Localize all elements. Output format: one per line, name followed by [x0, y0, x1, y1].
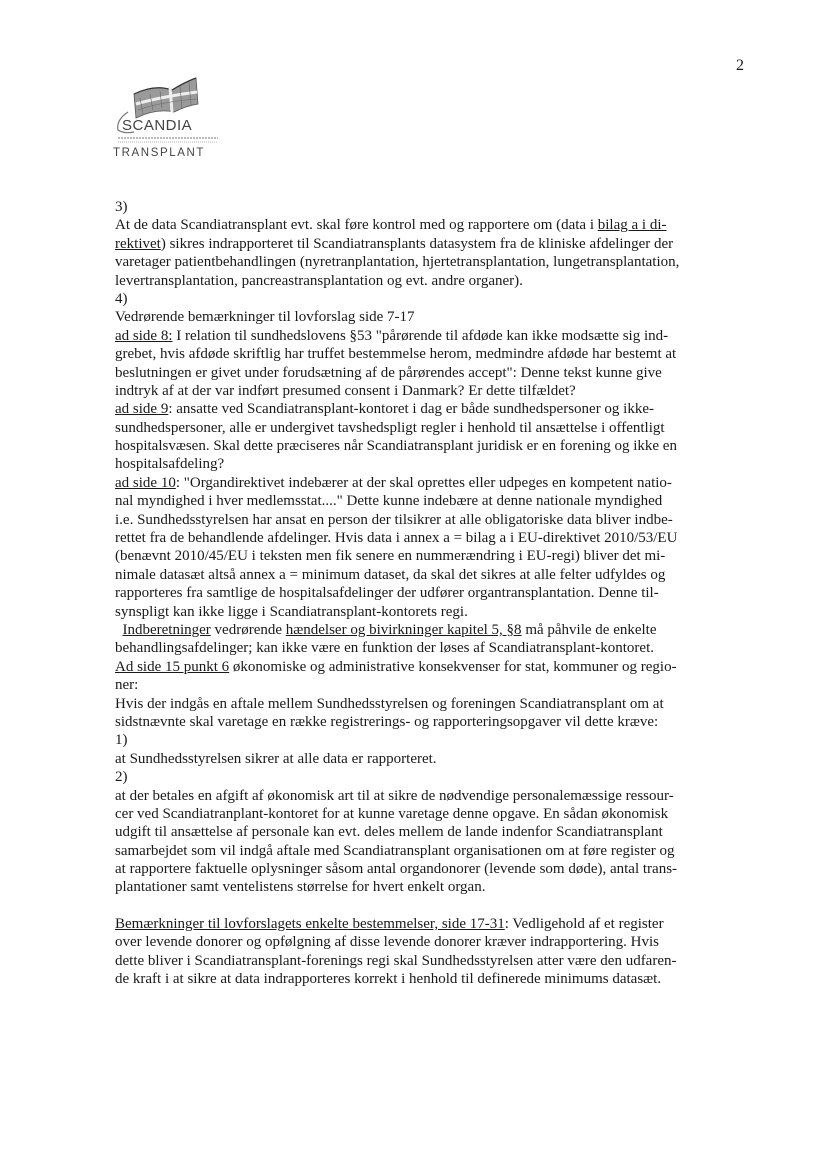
text-line: [115, 455, 745, 473]
text-span: rapporteres fra samtlige de hospitalsafdelinger der udfører organtransplantation. Denne til-: [115, 585, 659, 602]
text-line: [115, 511, 745, 529]
text-line: [115, 860, 745, 878]
text-span: at Sundhedsstyrelsen sikrer at alle data er rapporteret.: [115, 750, 437, 767]
text-line: [115, 253, 745, 271]
text-span: hospitalsafdeling?: [115, 456, 225, 473]
text-span: varetager patientbehandlingen (nyretranplantation, hjertetransplantation, lungetransplantation,: [115, 254, 680, 271]
text-line: [115, 933, 745, 951]
logo-subtitle: TRANSPLANT: [113, 147, 206, 159]
text-span: : Vedligehold af et register: [504, 915, 664, 932]
text-span: rettet fra de behandlende afdelinger. Hvis data i annex a = bilag a i EU-direktivet 2010/53/EU: [115, 530, 678, 547]
text-line: [115, 216, 745, 234]
text-span: behandlingsafdelinger; kan ikke være en funktion der løses af Scandiatransplant-kontoret.: [115, 640, 655, 657]
text-span: i.e. Sundhedsstyrelsen har ansat en person der tilsikrer at alle obligatoriske data bliver indbe-: [115, 511, 673, 528]
underlined-reference: bilag a i di-: [597, 217, 667, 234]
text-span: cer ved Scandiatranplant-kontoret for at kunne varetage denne opgave. En sådan økonomisk: [115, 805, 669, 822]
text-span: Vedrørende bemærkninger til lovforslag side 7-17: [115, 309, 415, 326]
page-number: 2: [736, 57, 744, 74]
text-span: (benævnt 2010/45/EU i teksten men fik senere en nummerændring i EU-regi) bliver det mi-: [115, 548, 666, 565]
text-span: over levende donorer og opfølgning af disse levende donorer kræver indrapportering. Hvis: [115, 934, 660, 951]
text-line: [115, 529, 745, 547]
text-line: [115, 970, 745, 988]
text-line: [115, 566, 745, 584]
text-span: : "Organdirektivet indebærer at der skal oprettes eller udpeges en kompetent natio-: [175, 474, 672, 491]
text-line: [115, 308, 745, 326]
text-span: må påhvile de enkelte: [521, 621, 657, 638]
text-line: [115, 695, 745, 713]
text-line: [115, 731, 745, 749]
text-span: nimale datasæt altså annex a = minimum dataset, da skal det sikres at alle felter udfyldes og: [115, 566, 666, 583]
text-line: [115, 842, 745, 860]
text-line: [115, 400, 745, 418]
text-span: vedrørende: [210, 621, 286, 638]
text-line: [115, 878, 745, 896]
text-span: ) sikres indrapporteret til Scandiatransplants datasystem fra de kliniske afdelinger der: [160, 235, 674, 252]
text-span: plantationer samt ventelistens størrelse for hvert enkelt organ.: [115, 879, 486, 896]
document-body: [115, 198, 745, 988]
text-line: [115, 382, 745, 400]
text-span: udgift til ansættelse af personale kan evt. deles mellem de lande indenfor Scandiatransplant: [115, 824, 663, 841]
text-span: dette bliver i Scandiatransplant-forenings regi skal Sundhedsstyrelsen atter være den udfaren-: [115, 952, 677, 969]
logo-rule: [118, 136, 218, 144]
text-span: [115, 622, 123, 638]
text-span: 2): [115, 769, 128, 786]
text-span: ner:: [115, 677, 139, 694]
underlined-reference: ad side 10: [115, 474, 176, 491]
text-span: sidstnævnte skal varetage en række registrerings- og rapporteringsopgaver vil dette kræve:: [115, 713, 659, 730]
text-span: sundhedspersoner, alle er undergivet tavshedspligt regler i henhold til ansættelse i offentligt: [115, 419, 665, 436]
text-line: [115, 823, 745, 841]
paragraph-gap: [115, 897, 745, 915]
text-line: [115, 915, 745, 933]
text-line: [115, 327, 745, 345]
logo-name: SCANDIA: [122, 117, 193, 134]
text-line: [115, 437, 745, 455]
underlined-reference: ad side 8:: [115, 327, 173, 344]
text-line: [115, 198, 745, 216]
text-span: 3): [115, 199, 128, 215]
text-line: [115, 235, 745, 253]
text-span: beslutningen er givet under forudsætning af de pårørendes accept": Denne tekst kunne give: [115, 364, 662, 381]
text-span: indtryk af at der var indført presumed consent i Danmark? Er dette tilfældet?: [115, 382, 576, 399]
text-span: Hvis der indgås en aftale mellem Sundhedsstyrelsen og foreningen Scandiatransplant om at: [115, 695, 664, 712]
text-line: [115, 805, 745, 823]
scandiatransplant-logo: [110, 74, 222, 164]
text-span: : ansatte ved Scandiatransplant-kontoret i dag er både sundhedspersoner og ikke-: [168, 401, 655, 418]
text-line: [115, 952, 745, 970]
text-line: [115, 750, 745, 768]
underlined-reference: rektivet: [115, 235, 161, 252]
text-span: synspligt kan ikke ligge i Scandiatransplant-kontorets regi.: [115, 603, 468, 620]
text-line: [115, 713, 745, 731]
text-span: økonomiske og administrative konsekvenser for stat, kommuner og regio-: [229, 658, 677, 675]
underlined-reference: Ad side 15 punkt 6: [115, 658, 230, 675]
text-span: levertransplantation, pancreastransplantation og evt. andre organer).: [115, 272, 523, 289]
underlined-reference: hændelser og bivirkninger kapitel 5, §8: [285, 621, 522, 638]
text-line: [115, 272, 745, 290]
text-line: [115, 584, 745, 602]
text-line: [115, 787, 745, 805]
text-span: At de data Scandiatransplant evt. skal føre kontrol med og rapportere om (data i: [115, 217, 598, 234]
text-span: grebet, hvis afdøde skriftlig har truffet bestemmelse herom, medmindre afdøde har bestemt at: [115, 346, 677, 363]
text-line: [115, 621, 745, 639]
text-line: [115, 474, 745, 492]
text-span: nal myndighed i hver medlemsstat...." Dette kunne indebære at denne nationale myndighed: [115, 493, 663, 510]
text-line: [115, 492, 745, 510]
underlined-reference: Indberetninger: [122, 621, 211, 638]
text-span: at der betales en afgift af økonomisk art til at sikre de nødvendige personalemæssige ressour-: [115, 787, 674, 804]
text-line: [115, 676, 745, 694]
text-line: [115, 768, 745, 786]
underlined-reference: ad side 9: [115, 401, 169, 418]
text-line: [115, 639, 745, 657]
text-line: [115, 345, 745, 363]
underlined-reference: Bemærkninger til lovforslagets enkelte bestemmelser, side 17-31: [115, 915, 505, 932]
text-span: 4): [115, 290, 128, 307]
text-span: hospitalsvæsen. Skal dette præciseres når Scandiatransplant juridisk er en forening og ikke en: [115, 438, 677, 455]
text-span: samarbejdet som vil indgå aftale med Scandiatransplant organisationen om at føre register og: [115, 842, 675, 859]
text-line: [115, 290, 745, 308]
text-span: 1): [115, 732, 128, 749]
text-span: I relation til sundhedslovens §53 "pårørende til afdøde kan ikke modsætte sig ind-: [172, 327, 669, 344]
text-line: [115, 603, 745, 621]
text-span: at rapportere faktuelle oplysninger såsom antal organdonorer (levende som døde), antal trans-: [115, 861, 678, 878]
text-line: [115, 419, 745, 437]
text-line: [115, 547, 745, 565]
text-line: [115, 658, 745, 676]
text-span: de kraft i at sikre at data indrapporteres korrekt i henhold til definerede minimums datasæt.: [115, 971, 662, 988]
text-line: [115, 364, 745, 382]
